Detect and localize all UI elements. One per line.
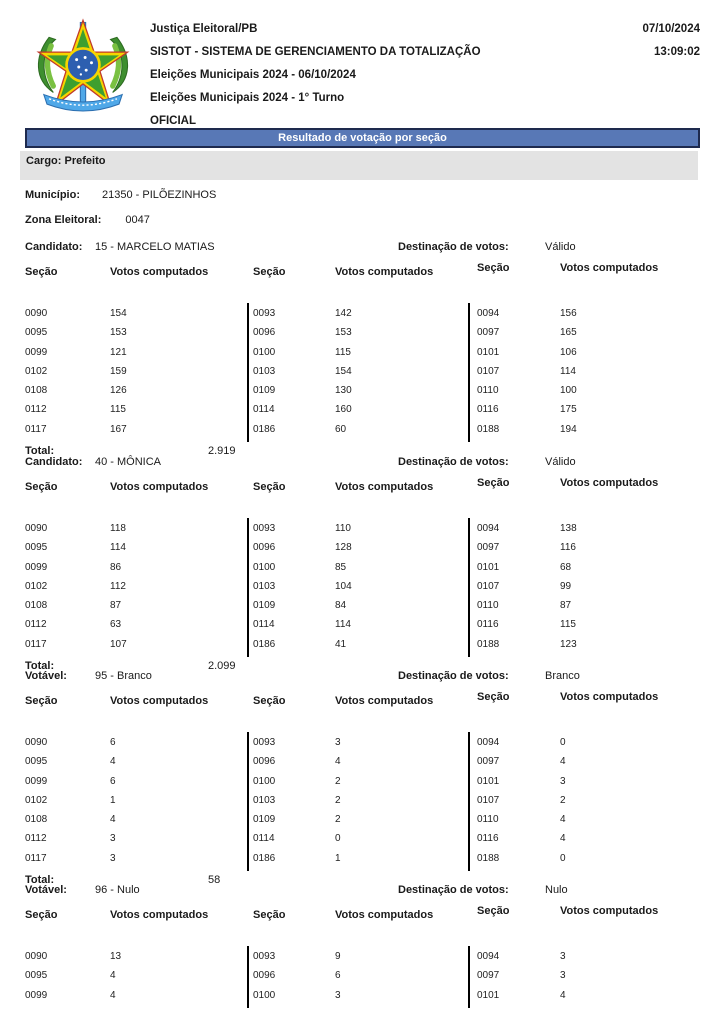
col-header-votos: Votos computados (560, 477, 659, 489)
result-block (25, 456, 701, 678)
secao-cell: 0100 (253, 989, 276, 1001)
dest-label: Destinação de votos: (398, 670, 509, 682)
candidate-label: Candidato: (25, 456, 83, 468)
candidate-label: Votável: (25, 884, 67, 896)
secao-cell: 0186 (253, 423, 276, 435)
votes-cell: 116 (560, 542, 576, 554)
votes-cell: 165 (560, 327, 577, 339)
secao-cell: 0116 (477, 833, 499, 845)
votes-cell: 3 (560, 775, 566, 787)
votes-cell: 154 (335, 365, 352, 377)
table-row (25, 811, 701, 830)
votes-cell: 86 (110, 561, 122, 573)
org-name: Justiça Eleitoral/PB (150, 23, 258, 35)
municipio-label: Município: (25, 189, 80, 201)
secao-cell: 0099 (25, 346, 48, 358)
votes-cell: 0 (560, 737, 566, 748)
secao-cell: 0100 (253, 561, 276, 573)
table-row (25, 948, 701, 967)
votes-cell: 160 (335, 404, 352, 416)
report-datetime (642, 18, 700, 64)
zona-line (25, 214, 150, 226)
votes-cell: 114 (110, 542, 126, 554)
votes-cell: 3 (110, 852, 116, 864)
votes-cell: 4 (560, 814, 566, 826)
table-row (25, 967, 701, 986)
votes-cell: 115 (560, 619, 576, 631)
votes-cell: 13 (110, 951, 122, 962)
table-row (25, 792, 701, 811)
table-column-headers (25, 262, 701, 292)
votes-cell: 87 (110, 600, 122, 612)
candidate-label: Candidato: (25, 241, 83, 253)
secao-cell: 0110 (477, 814, 499, 826)
secao-cell: 0188 (477, 423, 500, 435)
secao-cell: 0117 (25, 423, 47, 435)
dest-value: Nulo (545, 884, 568, 896)
secao-cell: 0101 (477, 989, 500, 1001)
table-row (25, 559, 701, 578)
election-name: Eleições Municipais 2024 - 06/10/2024 (150, 69, 356, 81)
secao-cell: 0107 (477, 580, 500, 592)
votes-cell: 6 (110, 737, 116, 748)
table-row (25, 987, 701, 1006)
votes-cell: 153 (110, 327, 127, 339)
votes-cell: 130 (335, 385, 352, 397)
secao-cell: 0117 (25, 638, 47, 650)
dest-value: Válido (545, 456, 576, 468)
votes-cell: 68 (560, 561, 572, 573)
votes-cell: 175 (560, 404, 577, 416)
votes-cell: 2 (335, 794, 341, 806)
municipio-line (25, 189, 216, 201)
votes-cell: 107 (110, 638, 127, 650)
secao-cell: 0090 (25, 308, 48, 319)
votes-cell: 1 (110, 794, 116, 806)
block-header (25, 670, 701, 684)
secao-cell: 0109 (253, 385, 276, 397)
votes-cell: 99 (560, 580, 572, 592)
table-column-headers (25, 691, 701, 721)
votes-cell: 128 (335, 542, 352, 554)
secao-cell: 0095 (25, 970, 48, 982)
secao-cell: 0101 (477, 561, 500, 573)
votes-cell: 154 (110, 308, 127, 319)
votes-cell: 106 (560, 346, 577, 358)
candidate-name: 96 - Nulo (95, 884, 140, 896)
official-label: OFICIAL (150, 115, 196, 127)
secao-cell: 0090 (25, 737, 48, 748)
result-block (25, 884, 701, 1006)
secao-cell: 0094 (477, 523, 500, 534)
votes-cell: 114 (560, 365, 576, 377)
secao-cell: 0095 (25, 542, 48, 554)
secao-cell: 0117 (25, 852, 47, 864)
secao-cell: 0103 (253, 365, 276, 377)
votes-cell: 4 (560, 833, 566, 845)
dest-value: Branco (545, 670, 580, 682)
votes-cell: 104 (335, 580, 352, 592)
secao-cell: 0096 (253, 327, 276, 339)
secao-cell: 0097 (477, 542, 500, 554)
col-header-secao: Seção (477, 477, 510, 489)
col-header-votos: Votos computados (335, 909, 434, 921)
secao-cell: 0188 (477, 852, 500, 864)
secao-cell: 0109 (253, 600, 276, 612)
col-header-votos: Votos computados (335, 695, 434, 707)
candidate-name: 95 - Branco (95, 670, 152, 682)
secao-cell: 0096 (253, 542, 276, 554)
secao-cell: 0097 (477, 970, 500, 982)
votes-cell: 4 (110, 756, 116, 768)
votes-cell: 3 (110, 833, 116, 845)
col-header-secao: Seção (25, 909, 58, 921)
votes-cell: 2 (560, 794, 566, 806)
cargo-bar: Cargo: Prefeito (20, 151, 698, 180)
block-header (25, 456, 701, 470)
table-row (25, 616, 701, 635)
col-header-secao: Seção (477, 262, 510, 274)
secao-cell: 0108 (25, 814, 48, 826)
table-row (25, 830, 701, 849)
secao-cell: 0103 (253, 794, 276, 806)
votes-cell: 110 (335, 523, 351, 534)
table-row (25, 324, 701, 343)
votes-cell: 126 (110, 385, 127, 397)
total-label: Total: (25, 874, 55, 887)
table-rows (25, 305, 701, 440)
secao-cell: 0093 (253, 951, 276, 962)
votes-cell: 0 (335, 833, 341, 845)
report-time: 13:09:02 (653, 46, 700, 58)
table-row (25, 753, 701, 772)
votes-cell: 84 (335, 600, 347, 612)
votes-cell: 123 (560, 638, 577, 650)
votes-cell: 153 (335, 327, 352, 339)
col-header-votos: Votos computados (110, 266, 209, 278)
col-header-secao: Seção (477, 691, 510, 703)
votes-cell: 4 (560, 756, 566, 768)
col-header-votos: Votos computados (560, 691, 659, 703)
votes-cell: 194 (560, 423, 577, 435)
block-header (25, 884, 701, 898)
secao-cell: 0107 (477, 365, 500, 377)
secao-cell: 0100 (253, 346, 276, 358)
table-row (25, 773, 701, 792)
table-column-headers (25, 477, 701, 507)
votes-cell: 4 (335, 756, 341, 768)
votes-cell: 142 (335, 308, 352, 319)
votes-cell: 0 (560, 852, 566, 864)
votes-cell: 1 (335, 852, 341, 864)
votes-cell: 115 (110, 404, 126, 416)
municipio-value: 21350 - PILÕEZINHOS (102, 189, 217, 201)
secao-cell: 0096 (253, 756, 276, 768)
result-block (25, 670, 701, 892)
report-date: 07/10/2024 (642, 23, 700, 35)
total-label: Total: (25, 660, 55, 673)
table-row (25, 382, 701, 401)
votes-cell: 3 (560, 970, 566, 982)
secao-cell: 0112 (25, 833, 47, 845)
col-header-secao: Seção (253, 909, 286, 921)
votes-cell: 41 (335, 638, 347, 650)
votes-cell: 118 (110, 523, 126, 534)
table-row (25, 401, 701, 420)
table-row (25, 734, 701, 753)
table-rows (25, 948, 701, 1006)
col-header-secao: Seção (25, 266, 58, 278)
secao-cell: 0107 (477, 794, 500, 806)
election-round: Eleições Municipais 2024 - 1° Turno (150, 92, 345, 104)
secao-cell: 0094 (477, 951, 500, 962)
candidate-name: 15 - MARCELO MATIAS (95, 241, 215, 253)
secao-cell: 0097 (477, 756, 500, 768)
secao-cell: 0109 (253, 814, 276, 826)
result-block (25, 241, 701, 463)
total-label: Total: (25, 445, 55, 458)
secao-cell: 0114 (253, 833, 275, 845)
col-header-votos: Votos computados (560, 262, 659, 274)
page-title: Resultado de votação por seção (25, 128, 700, 148)
votes-cell: 112 (110, 580, 126, 592)
secao-cell: 0110 (477, 385, 499, 397)
votes-cell: 159 (110, 365, 127, 377)
table-rows (25, 734, 701, 869)
votes-cell: 121 (110, 346, 127, 358)
votes-cell: 3 (335, 737, 341, 748)
total-value: 2.919 (208, 445, 236, 458)
table-column-headers (25, 905, 701, 935)
secao-cell: 0103 (253, 580, 276, 592)
secao-cell: 0108 (25, 385, 48, 397)
votes-cell: 156 (560, 308, 577, 319)
secao-cell: 0186 (253, 638, 276, 650)
system-name: SISTOT - SISTEMA DE GERENCIAMENTO DA TOTALIZAÇÃO (150, 46, 481, 58)
votes-cell: 4 (110, 814, 116, 826)
secao-cell: 0094 (477, 737, 500, 748)
votes-cell: 85 (335, 561, 347, 573)
secao-cell: 0101 (477, 346, 500, 358)
col-header-secao: Seção (253, 266, 286, 278)
candidate-name: 40 - MÔNICA (95, 456, 162, 468)
total-value: 2.099 (208, 660, 236, 673)
table-row (25, 520, 701, 539)
votes-cell: 9 (335, 951, 341, 962)
col-header-secao: Seção (253, 481, 286, 493)
dest-label: Destinação de votos: (398, 456, 509, 468)
secao-cell: 0110 (477, 600, 499, 612)
votes-cell: 138 (560, 523, 577, 534)
votes-cell: 115 (335, 346, 351, 358)
secao-cell: 0114 (253, 404, 275, 416)
votes-cell: 63 (110, 619, 122, 631)
secao-cell: 0093 (253, 523, 276, 534)
votes-cell: 4 (560, 989, 566, 1001)
col-header-secao: Seção (25, 481, 58, 493)
col-header-votos: Votos computados (335, 266, 434, 278)
table-row (25, 539, 701, 558)
col-header-votos: Votos computados (335, 481, 434, 493)
zona-value: 0047 (125, 214, 150, 226)
dest-label: Destinação de votos: (398, 241, 509, 253)
votes-cell: 2 (335, 814, 341, 826)
secao-cell: 0090 (25, 951, 48, 962)
secao-cell: 0116 (477, 404, 499, 416)
votes-cell: 3 (335, 989, 341, 1001)
votes-cell: 4 (110, 989, 116, 1001)
col-header-secao: Seção (477, 905, 510, 917)
votes-cell: 114 (335, 619, 351, 631)
secao-cell: 0108 (25, 600, 48, 612)
zona-label: Zona Eleitoral: (25, 214, 102, 226)
table-row (25, 636, 701, 655)
secao-cell: 0101 (477, 775, 500, 787)
secao-cell: 0188 (477, 638, 500, 650)
votes-cell: 167 (110, 423, 127, 435)
votes-cell: 6 (110, 775, 116, 787)
secao-cell: 0090 (25, 523, 48, 534)
secao-cell: 0186 (253, 852, 276, 864)
table-row (25, 850, 701, 869)
dest-label: Destinação de votos: (398, 884, 509, 896)
report-header (150, 18, 481, 133)
secao-cell: 0097 (477, 327, 500, 339)
block-header (25, 241, 701, 255)
votes-cell: 60 (335, 423, 347, 435)
votes-cell: 87 (560, 600, 572, 612)
secao-cell: 0116 (477, 619, 499, 631)
table-row (25, 363, 701, 382)
table-row (25, 305, 701, 324)
col-header-votos: Votos computados (560, 905, 659, 917)
table-rows (25, 520, 701, 655)
total-value: 58 (208, 874, 221, 887)
votes-cell: 3 (560, 951, 566, 962)
votes-cell: 100 (560, 385, 577, 397)
secao-cell: 0112 (25, 619, 47, 631)
secao-cell: 0094 (477, 308, 500, 319)
secao-cell: 0099 (25, 989, 48, 1001)
justica-eleitoral-logo-icon (30, 14, 136, 120)
votes-cell: 4 (110, 970, 116, 982)
col-header-secao: Seção (25, 695, 58, 707)
secao-cell: 0100 (253, 775, 276, 787)
dest-value: Válido (545, 241, 576, 253)
secao-cell: 0099 (25, 775, 48, 787)
secao-cell: 0114 (253, 619, 275, 631)
col-header-votos: Votos computados (110, 695, 209, 707)
secao-cell: 0095 (25, 756, 48, 768)
secao-cell: 0102 (25, 794, 48, 806)
table-row (25, 578, 701, 597)
secao-cell: 0102 (25, 580, 48, 592)
secao-cell: 0112 (25, 404, 47, 416)
table-row (25, 597, 701, 616)
secao-cell: 0102 (25, 365, 48, 377)
table-row (25, 344, 701, 363)
secao-cell: 0096 (253, 970, 276, 982)
secao-cell: 0093 (253, 308, 276, 319)
votes-cell: 6 (335, 970, 341, 982)
col-header-votos: Votos computados (110, 481, 209, 493)
col-header-secao: Seção (253, 695, 286, 707)
secao-cell: 0095 (25, 327, 48, 339)
votes-cell: 2 (335, 775, 341, 787)
col-header-votos: Votos computados (110, 909, 209, 921)
candidate-label: Votável: (25, 670, 67, 682)
secao-cell: 0099 (25, 561, 48, 573)
secao-cell: 0093 (253, 737, 276, 748)
table-row (25, 421, 701, 440)
